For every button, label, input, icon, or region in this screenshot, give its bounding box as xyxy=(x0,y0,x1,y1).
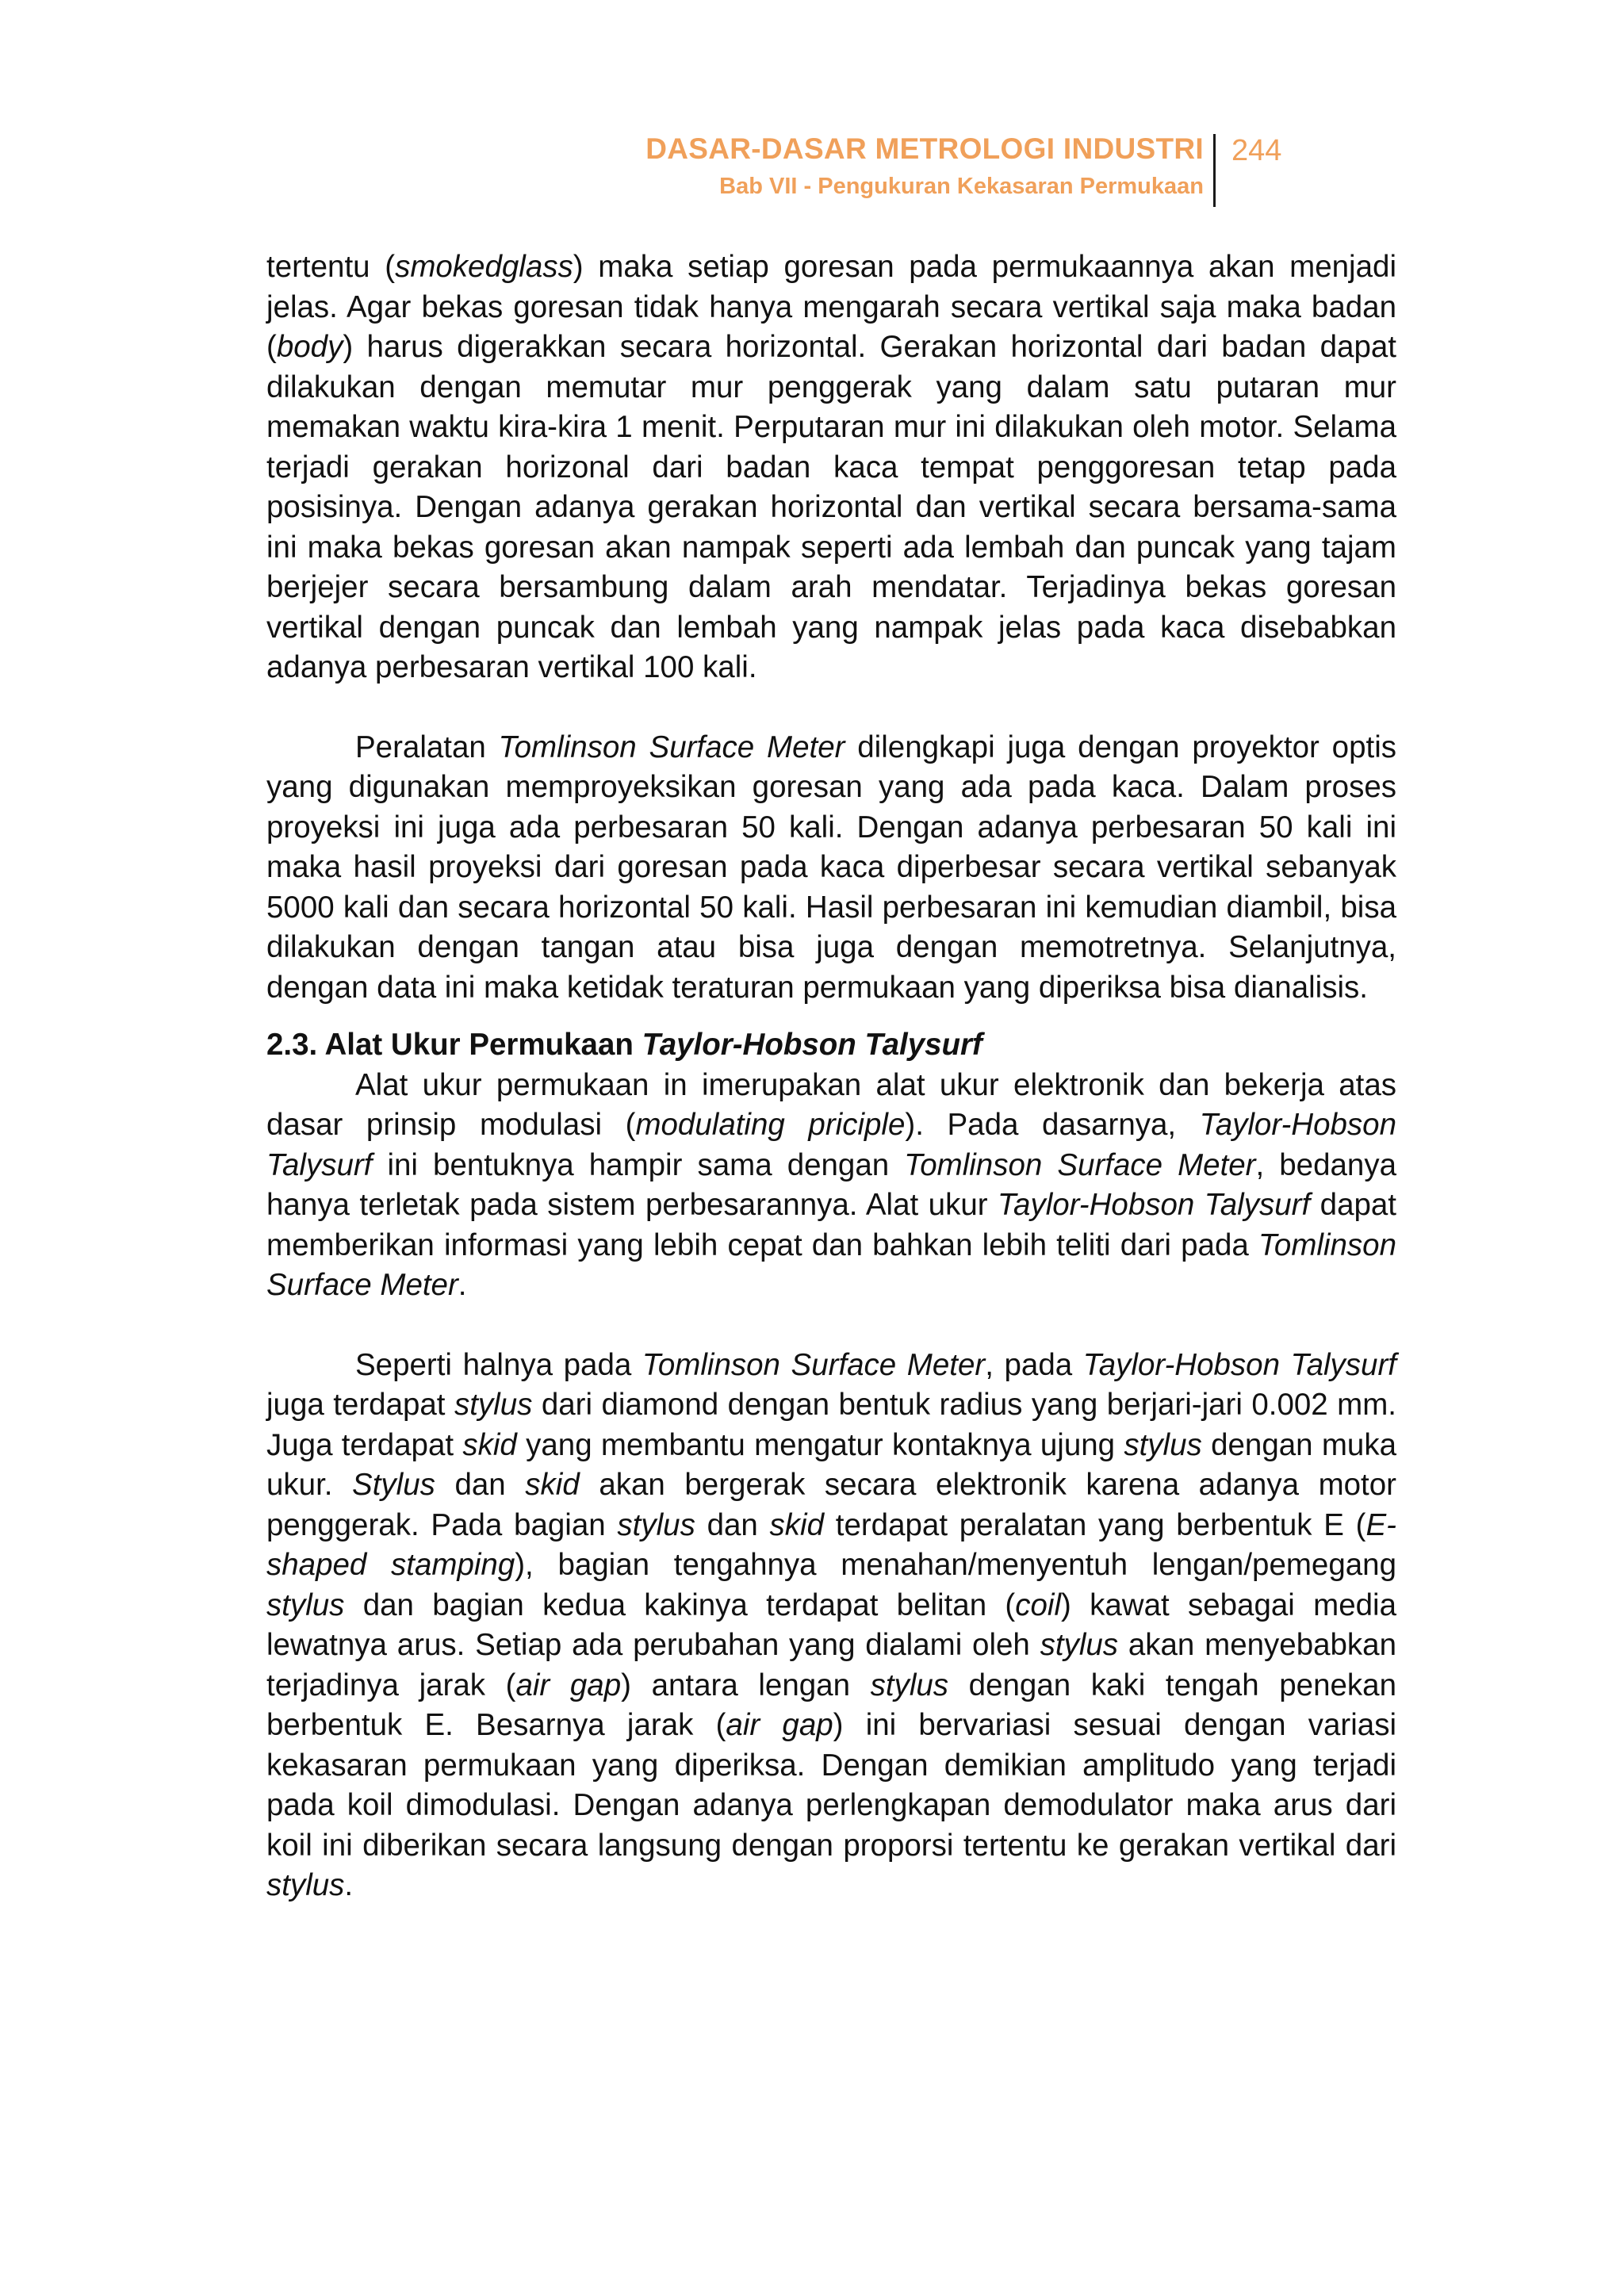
section-heading-number: 2.3. Alat Ukur Permukaan xyxy=(266,1028,642,1062)
text-run: ) maka setiap goresan pada permukaannya akan menjadi jelas. Agar bekas goresan tidak hanya mengarah secara vertikal saja maka badan ( xyxy=(266,250,1396,364)
header-text-block xyxy=(645,131,1204,202)
text-run: Seperti halnya pada xyxy=(355,1347,642,1382)
text-run: dengan muka ukur. xyxy=(266,1427,1396,1502)
italic-term: stylus xyxy=(1124,1427,1202,1462)
italic-term: stylus xyxy=(266,1868,345,1902)
italic-term: skid xyxy=(525,1468,580,1502)
text-run: ini bentuknya hampir sama dengan xyxy=(372,1147,905,1182)
paragraph-gap xyxy=(266,1306,1396,1346)
italic-term: stylus xyxy=(266,1587,345,1622)
text-run: , bedanya hanya terletak pada sistem perbesarannya. Alat ukur xyxy=(266,1147,1396,1222)
italic-term: Tomlinson Surface Meter xyxy=(642,1347,986,1382)
italic-term: Taylor-Hobson Talysurf xyxy=(1082,1347,1396,1382)
running-header xyxy=(0,131,1624,210)
paragraph-talysurf-intro xyxy=(266,1066,1396,1306)
text-run: Alat ukur permukaan in imerupakan alat ukur elektronik dan bekerja atas dasar prinsip modulasi ( xyxy=(266,1067,1396,1142)
italic-term: Tomlinson Surface Meter xyxy=(498,730,845,764)
text-run: akan bergerak secara elektronik karena adanya motor penggerak. Pada bagian xyxy=(266,1468,1396,1542)
italic-term: skid xyxy=(769,1507,825,1542)
text-run: Peralatan xyxy=(355,730,499,764)
italic-term: coil xyxy=(1015,1587,1062,1622)
text-run: terdapat peralatan yang berbentuk E ( xyxy=(824,1507,1366,1542)
paragraph-continuation xyxy=(266,247,1396,688)
text-run: dengan kaki tengah penekan berbentuk E. Besarnya jarak ( xyxy=(266,1668,1396,1742)
body-text xyxy=(266,247,1396,1906)
italic-term: Tomlinson Surface Meter xyxy=(266,1227,1396,1302)
italic-term: Tomlinson Surface Meter xyxy=(904,1147,1256,1182)
text-run: dilengkapi juga dengan proyektor optis yang digunakan memproyeksikan goresan yang ada pada kaca. Dalam proses proyeksi ini juga ada perbesaran 50 kali. Dengan adanya perbesaran 50 kali ini maka hasil proyeksi dari goresan pada kaca diperbesar secara vertikal sebanyak 5000 kali dan secara horizontal 50 kali. Hasil perbesaran ini kemudian diambil, bisa dilakukan dengan tangan atau bisa juga dengan memotretnya. Selanjutnya, dengan data ini maka ketidak teraturan permukaan yang diperiksa bisa dianalisis. xyxy=(266,730,1396,1005)
italic-term: skid xyxy=(462,1427,517,1462)
text-run: dapat memberikan informasi yang lebih cepat dan bahkan lebih teliti dari pada xyxy=(266,1188,1396,1262)
italic-term: Taylor-Hobson Talysurf xyxy=(998,1188,1311,1222)
book-title: DASAR-DASAR METROLOGI INDUSTRI xyxy=(645,132,1204,165)
italic-term: smokedglass xyxy=(395,250,573,284)
section-heading xyxy=(266,1025,1396,1066)
paragraph-gap xyxy=(266,688,1396,728)
italic-term: body xyxy=(276,330,343,364)
text-run: dan xyxy=(435,1468,526,1502)
text-run: dari diamond dengan bentuk radius yang berjari-jari 0.002 mm. Juga terdapat xyxy=(266,1388,1396,1462)
header-divider xyxy=(1213,134,1216,207)
text-run: akan menyebabkan terjadinya jarak ( xyxy=(266,1628,1396,1702)
italic-term: air gap xyxy=(726,1708,833,1742)
paragraph-tomlinson-projector xyxy=(266,728,1396,1009)
italic-term: stylus xyxy=(870,1668,949,1702)
text-run: . xyxy=(344,1868,354,1902)
italic-term: stylus xyxy=(617,1507,695,1542)
text-run: . xyxy=(458,1268,467,1302)
text-run: ) harus digerakkan secara horizontal. Gerakan horizontal dari badan dapat dilakukan dengan memutar mur penggerak yang dalam satu putaran mur memakan waktu kira-kira 1 menit. Perputaran mur ini dilakukan oleh motor. Selama terjadi gerakan horizonal dari badan kaca tempat penggoresan tetap pada posisinya. Dengan adanya gerakan horizontal dan vertikal secara bersama-sama ini maka bekas goresan akan nampak seperti ada lembah dan puncak yang tajam berjejer secara bersambung dalam arah mendatar. Terjadinya bekas goresan vertikal dengan puncak dan lembah yang nampak jelas pada kaca disebabkan adanya perbesaran vertikal 100 kali. xyxy=(266,330,1396,684)
italic-term: Taylor-Hobson Talysurf xyxy=(266,1108,1396,1182)
text-run: , pada xyxy=(985,1347,1083,1382)
italic-term: Stylus xyxy=(352,1468,435,1502)
text-run: tertentu ( xyxy=(266,250,396,284)
page-number: 244 xyxy=(1231,134,1282,167)
text-run: dan xyxy=(695,1507,770,1542)
italic-term: E-shaped stamping xyxy=(266,1507,1396,1582)
chapter-subtitle: Bab VII - Pengukuran Kekasaran Permukaan xyxy=(719,174,1204,199)
paragraph-talysurf-stylus xyxy=(266,1346,1396,1906)
text-run: juga terdapat xyxy=(266,1388,454,1422)
italic-term: modulating priciple xyxy=(635,1108,906,1142)
italic-term: stylus xyxy=(1040,1628,1119,1662)
text-run: yang membantu mengatur kontaknya ujung xyxy=(516,1427,1124,1462)
text-run: ) kawat sebagai media lewatnya arus. Setiap ada perubahan yang dialami oleh xyxy=(266,1587,1396,1662)
italic-term: air gap xyxy=(515,1668,622,1702)
text-run: ). Pada dasarnya, xyxy=(905,1108,1200,1142)
text-run: ) antara lengan xyxy=(621,1668,871,1702)
italic-term: stylus xyxy=(454,1388,533,1422)
section-heading-italic: Taylor-Hobson Talysurf xyxy=(642,1028,982,1062)
text-run: ) ini bervariasi sesuai dengan variasi kekasaran permukaan yang diperiksa. Dengan demikian amplitudo yang terjadi pada koil dimodulasi. Dengan adanya perlengkapan demodulator maka arus dari koil ini diberikan secara langsung dengan proporsi tertentu ke gerakan vertikal dari xyxy=(266,1708,1396,1863)
text-run: ), bagian tengahnya menahan/menyentuh lengan/pemegang xyxy=(515,1548,1396,1582)
text-run: dan bagian kedua kakinya terdapat belitan ( xyxy=(344,1587,1016,1622)
